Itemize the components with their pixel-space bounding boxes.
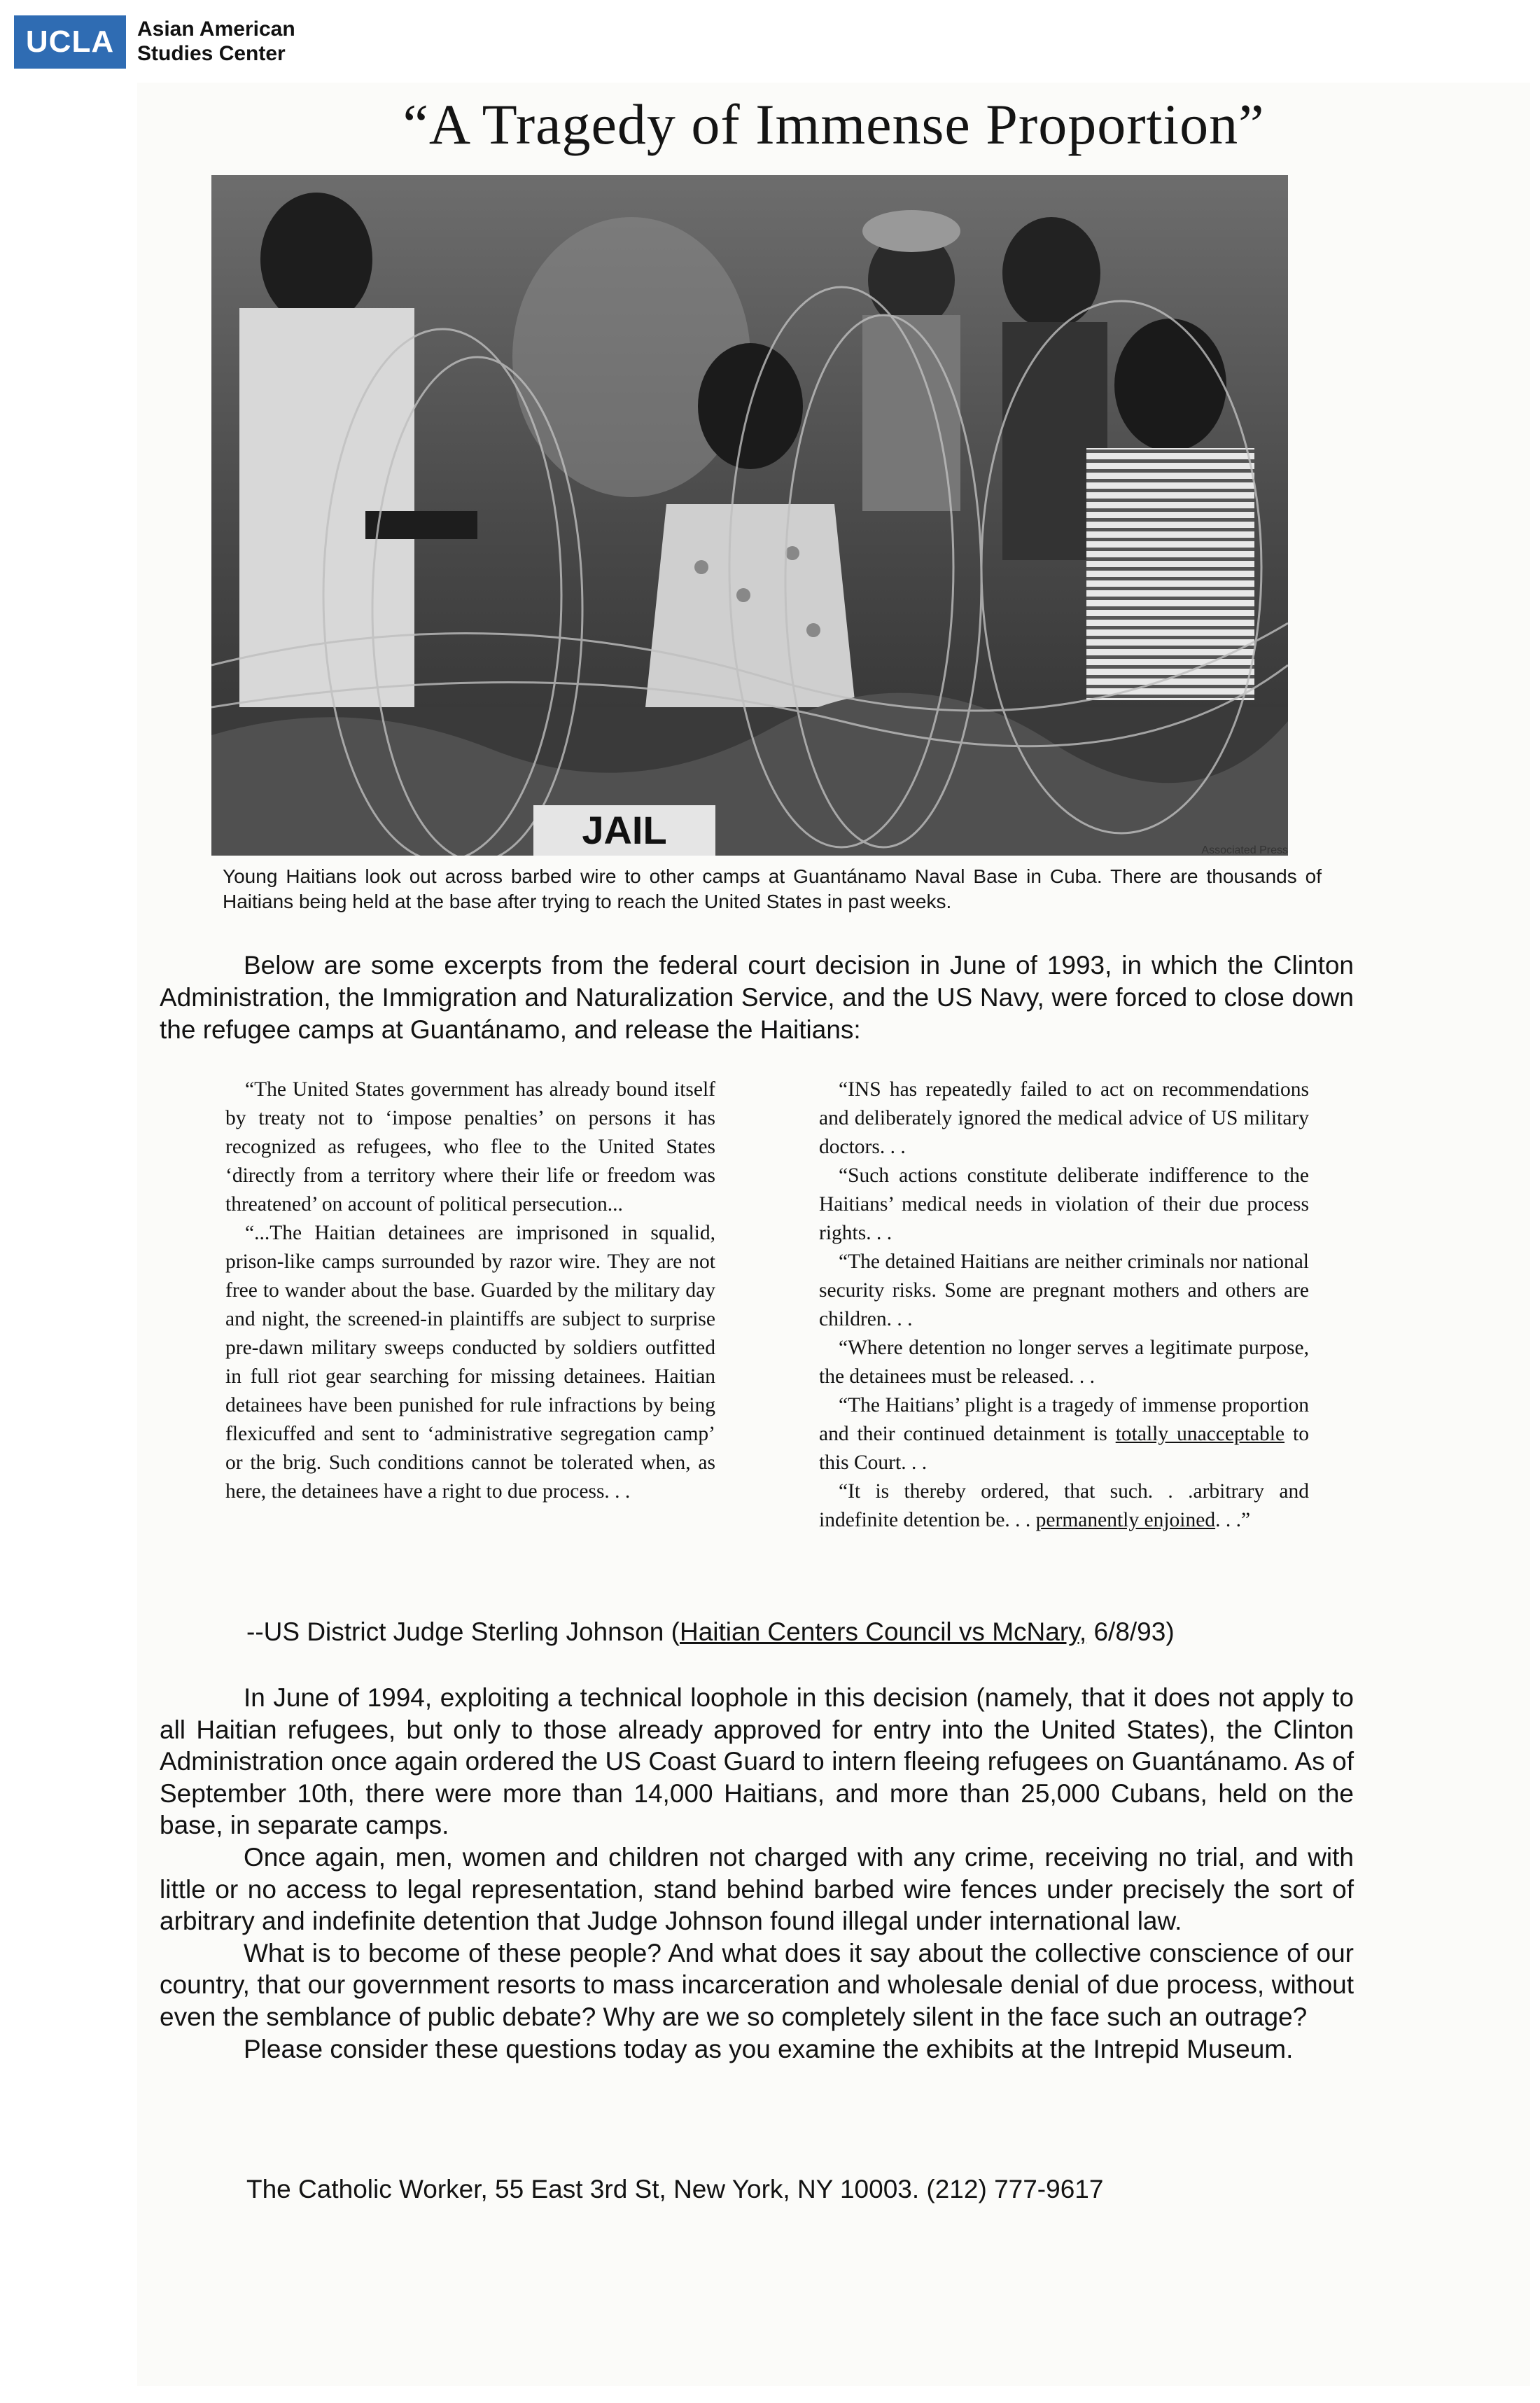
quote-column-left	[225, 1075, 715, 1506]
quote-paragraph: “Such actions constitute deliberate indifference to the Haitians’ medical needs in violation of their due process rights. . .	[819, 1164, 1309, 1244]
photo-credit: Associated Press	[1201, 844, 1288, 856]
quote-column-right	[819, 1075, 1309, 1535]
news-photo	[211, 175, 1288, 856]
body-paragraph: What is to become of these people? And what does it say about the collective conscience of our country, that our government resorts to mass incarceration and wholesale denial of due process, without even the semblance of public debate? Why are we so completely silent in the face such an outrage?	[160, 1938, 1354, 2031]
quote-text: “The Haitians’ plight is a tragedy of immense proportion and their continued detainment is	[819, 1394, 1309, 1445]
underlined-text: totally unacceptable	[1115, 1423, 1285, 1445]
page-title: “A Tragedy of Immense Proportion”	[402, 92, 1265, 156]
case-name: Haitian Centers Council vs McNary,	[679, 1617, 1087, 1646]
ucla-logo: UCLA	[14, 15, 126, 69]
attribution-prefix: --US District Judge Sterling Johnson (	[246, 1617, 680, 1646]
body-paragraph: In June of 1994, exploiting a technical loophole in this decision (namely, that it does not apply to all Haitian refugees, but only to those already approved for entry into the United States), the Clinton Administration once again ordered the US Coast Guard to intern fleeing refugees on Guantánamo. As of September 10th, there were more than 14,000 Haitians, and more than 25,000 Cubans, held on the base, in separate camps.	[160, 1683, 1354, 1840]
body-text	[160, 1682, 1354, 2065]
photo-illustration	[211, 175, 1288, 856]
quote-paragraph: “Where detention no longer serves a legitimate purpose, the detainees must be released. . .	[819, 1337, 1309, 1388]
underlined-text: permanently enjoined	[1035, 1509, 1216, 1531]
attribution-date: 6/8/93)	[1086, 1617, 1175, 1646]
quote-text: “It is thereby ordered, that such. . .arbitrary and indefinite detention be. . .	[819, 1480, 1309, 1531]
sign-text: JAIL	[582, 808, 667, 852]
quote-paragraph: “...The Haitian detainees are imprisoned in squalid, prison-like camps surrounded by razor wire. They are not free to wander about the base. Guarded by the military day and night, the screened-in plaintiffs are subject to surprise pre-dawn military sweeps conducted by soldiers outfitted in full riot gear searching for missing detainees. Haitian detainees have been punished for rule infractions by being flexicuffed and sent to ‘administrative segregation camp’ or the brig. Such conditions cannot be tolerated when, as here, the detainees have a right to due process. . .	[225, 1222, 715, 1503]
quote-text: to this Court. . .	[819, 1423, 1309, 1474]
quote-text: . . .”	[1215, 1509, 1251, 1531]
logo-line-1: Asian American	[137, 18, 295, 41]
quote-attribution	[246, 1616, 1366, 1648]
photo-caption: Young Haitians look out across barbed wire to other camps at Guantánamo Naval Base in Cuba. There are thousands of Haitians being held at the base after trying to reach the United States in past weeks.	[223, 865, 1322, 912]
quote-paragraph	[819, 1477, 1309, 1535]
quote-paragraph	[819, 1391, 1309, 1477]
quote-paragraph: “The detained Haitians are neither criminals nor national security risks. Some are pregnant mothers and others are children. . .	[819, 1251, 1309, 1330]
quote-paragraph: “The United States government has already bound itself by treaty not to ‘impose penalties’ on persons it has recognized as refugees, who flee to the United States ‘directly from a territory where their life or freedom was threatened’ on account of political persecution...	[225, 1078, 715, 1216]
body-paragraph: Please consider these questions today as you examine the exhibits at the Intrepid Museum.	[244, 2034, 1294, 2063]
quote-paragraph: “INS has repeatedly failed to act on recommendations and deliberately ignored the medical advice of US military doctors. . .	[819, 1078, 1309, 1158]
logo-line-2: Studies Center	[137, 42, 286, 65]
intro-paragraph: Below are some excerpts from the federal court decision in June of 1993, in which the Clinton Administration, the Immigration and Naturalization Service, and the US Navy, were forced to close down the refugee camps at Guantánamo, and release the Haitians:	[160, 951, 1354, 1044]
logo-text	[137, 17, 295, 66]
contact-footer: The Catholic Worker, 55 East 3rd St, New York, NY 10003. (212) 777-9617	[246, 2175, 1104, 2203]
body-paragraph: Once again, men, women and children not charged with any crime, receiving no trial, and with little or no access to legal representation, stand behind barbed wire fences under precisely the sort of arbitrary and indefinite detention that Judge Johnson found illegal under international law.	[160, 1842, 1354, 1936]
